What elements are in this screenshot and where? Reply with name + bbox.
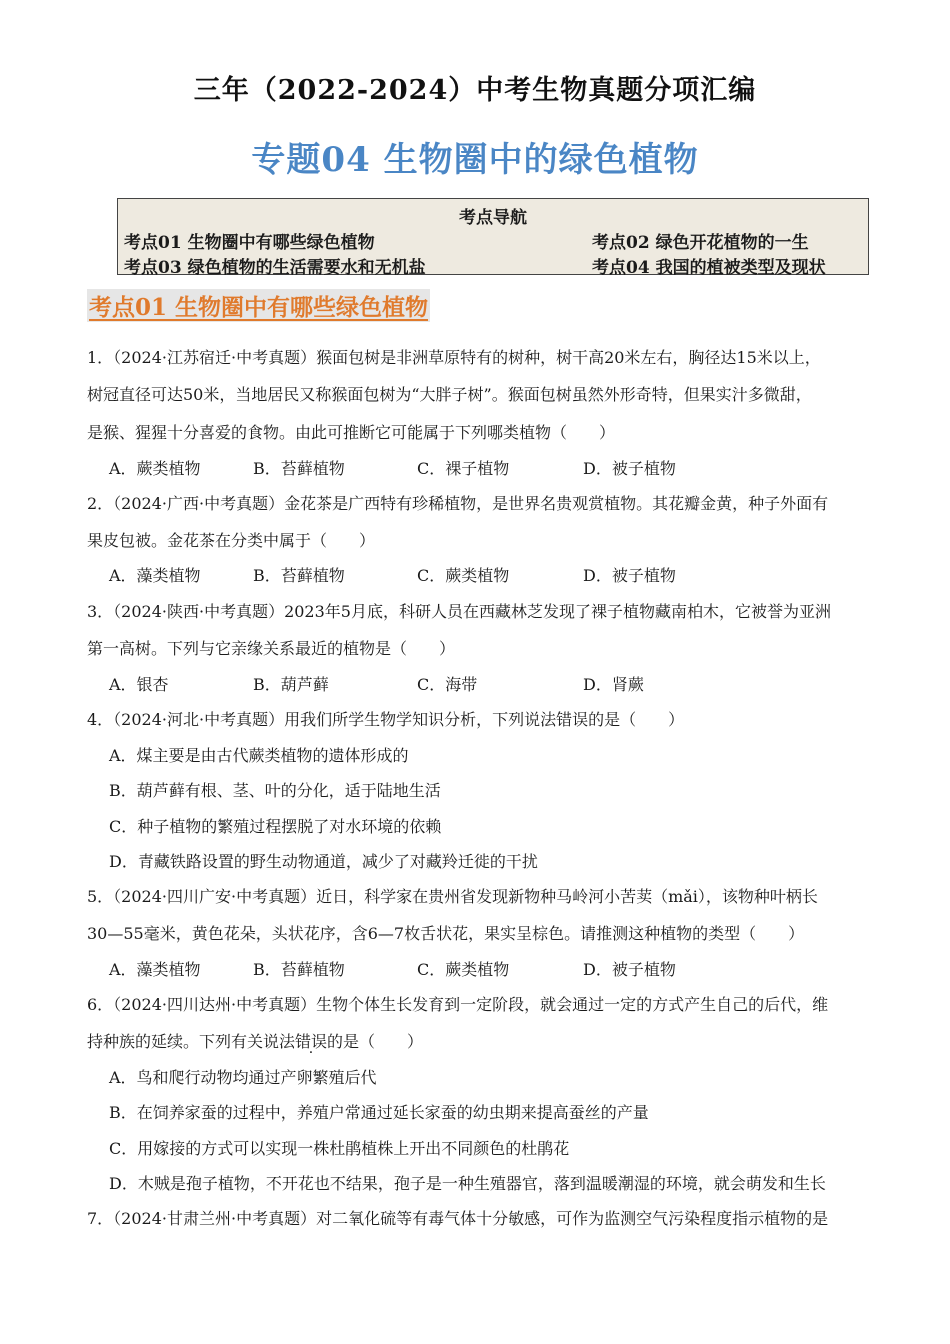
question-2-option-b[interactable]: B．苔藓植物 [253,566,345,585]
question-7-line-1: 7．（2024·甘肃兰州·中考真题）对二氧化硫等有毒气体十分敏感，可作为监测空气污染程度指示植物的是 [87,1209,829,1228]
question-6-line-1: 6．（2024·四川达州·中考真题）生物个体生长发育到一定阶段，就会通过一定的方式产生自己的后代，维 [87,995,829,1014]
question-3-option-d[interactable]: D．肾蕨 [583,675,644,694]
question-5-line-2: 30—55毫米，黄色花朵，头状花序，含6—7枚舌状花，果实呈棕色。请推测这种植物的类型（ ） [87,924,805,943]
question-3-line-1: 3．（2024·陕西·中考真题）2023年5月底，科研人员在西藏林芝发现了裸子植物藏南柏木，它被誉为亚洲 [87,602,831,621]
question-3-option-a[interactable]: A．银杏 [109,675,169,694]
question-1-option-b[interactable]: B．苔藓植物 [253,459,345,478]
question-1-option-c[interactable]: C．裸子植物 [417,459,510,478]
question-6-option-d[interactable]: D．木贼是孢子植物，不开花也不结果，孢子是一种生殖器官，落到温暖潮湿的环境，就会萌发和生长 [109,1174,826,1193]
question-3-option-c[interactable]: C．海带 [417,675,478,694]
question-4-line-1: 4．（2024·河北·中考真题）用我们所学生物学知识分析，下列说法错误的是（ ） [87,710,685,729]
topic-navigation-box [117,198,869,278]
question-4-option-a[interactable]: A．煤主要是由古代蕨类植物的遗体形成的 [109,746,409,765]
question-5-option-c[interactable]: C．蕨类植物 [417,960,510,979]
question-5-line-1: 5．（2024·四川广安·中考真题）近日，科学家在贵州省发现新物种马岭河小苦荬（mǎi），该物种叶柄长 [87,887,818,906]
question-6-line-2 [87,1029,423,1052]
question-1-line-3: 是猴、猩猩十分喜爱的食物。由此可推断它可能属于下列哪类植物（ ） [87,423,616,442]
question-2-option-a[interactable]: A．藻类植物 [109,566,201,585]
question-6-option-b[interactable]: B．在饲养家蚕的过程中，养殖户常通过延长家蚕的幼虫期来提高蚕丝的产量 [109,1103,649,1122]
question-4-option-d[interactable]: D．青藏铁路设置的野生动物通道，减少了对藏羚迁徙的干扰 [109,852,538,871]
question-2-line-1: 2．（2024·广西·中考真题）金花茶是广西特有珍稀植物，是世界名贵观赏植物。其花瓣金黄，种子外面有 [87,494,829,513]
nav-heading: 考点导航 [459,208,527,228]
nav-item-topic-02[interactable]: 考点02 绿色开花植物的一生 [592,233,809,253]
question-2-line-2: 果皮包被。金花茶在分类中属于（ ） [87,531,376,550]
main-title: 三年（2022-2024）中考生物真题分项汇编 [193,75,757,106]
nav-item-topic-03[interactable]: 考点03 绿色植物的生活需要水和无机盐 [124,258,426,278]
question-2-option-d[interactable]: D．被子植物 [583,566,676,585]
question-5-option-d[interactable]: D．被子植物 [583,960,676,979]
question-5-option-a[interactable]: A．藻类植物 [109,960,201,979]
section-heading: 考点01 生物圈中有哪些绿色植物 [87,289,430,322]
question-1-option-a[interactable]: A．蕨类植物 [109,459,201,478]
question-6-option-a[interactable]: A．鸟和爬行动物均通过产卵繁殖后代 [109,1068,377,1087]
question-4-option-b[interactable]: B．葫芦藓有根、茎、叶的分化，适于陆地生活 [109,781,441,800]
question-4-option-c[interactable]: C．种子植物的繁殖过程摆脱了对水环境的依赖 [109,817,442,836]
nav-item-topic-04[interactable]: 考点04 我国的植被类型及现状 [592,258,826,278]
question-2-option-c[interactable]: C．蕨类植物 [417,566,510,585]
question-1-option-d[interactable]: D．被子植物 [583,459,676,478]
question-1-line-1: 1．（2024·江苏宿迁·中考真题）猴面包树是非洲草原特有的树种，树干高20米左右，胸径达15米以上， [87,348,821,367]
question-6-stem-text: 持种族的延续。下列有关说法 [87,1032,296,1051]
topic-title: 专题04 生物圈中的绿色植物 [251,140,699,180]
question-1-line-2: 树冠直径可达50米，当地居民又称猴面包树为“大胖子树”。猴面包树虽然外形奇特，但果实汁多微甜， [87,385,812,404]
nav-item-topic-01[interactable]: 考点01 生物圈中有哪些绿色植物 [124,233,375,253]
question-5-option-b[interactable]: B．苔藓植物 [253,960,345,979]
question-6-stem-tail: 的是（ ） [327,1032,424,1051]
question-3-line-2: 第一高树。下列与它亲缘关系最近的植物是（ ） [87,639,456,658]
question-3-option-b[interactable]: B．葫芦藓 [253,675,329,694]
question-6-option-c[interactable]: C．用嫁接的方式可以实现一株杜鹃植株上开出不同颜色的杜鹃花 [109,1139,570,1158]
emphasis-word-wrong: 错误 [295,1032,328,1051]
